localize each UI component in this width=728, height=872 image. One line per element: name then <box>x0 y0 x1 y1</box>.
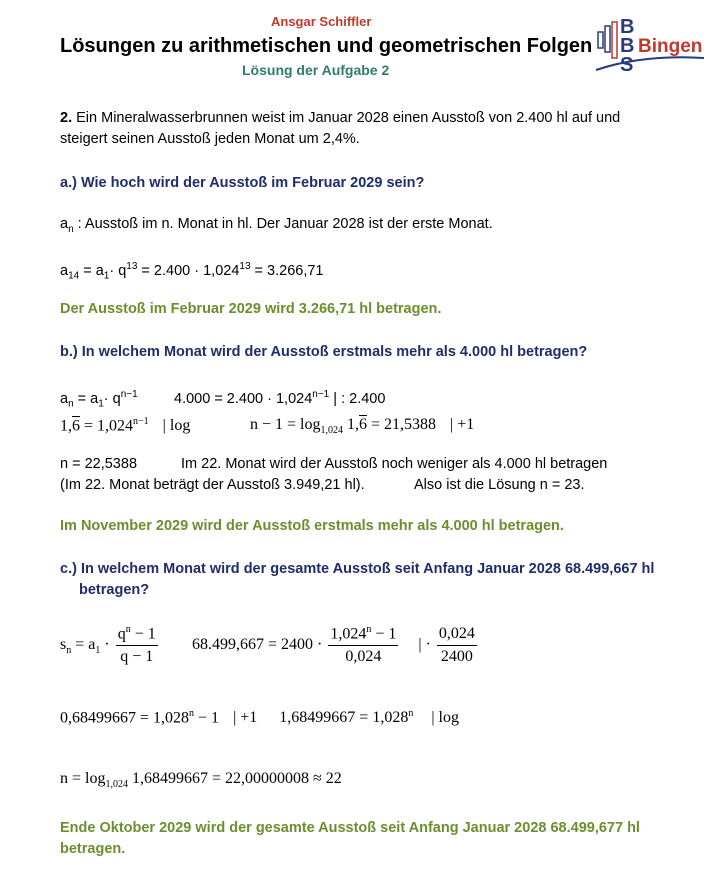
part-c-label: c.) <box>60 561 77 577</box>
sum-s: s <box>60 636 67 654</box>
f1-sub-1: 1 <box>98 398 104 410</box>
eq2-op-numerator: 0,024 <box>437 625 477 646</box>
f1-sub-n: n <box>68 398 74 410</box>
calc-exp-13b: 13 <box>239 261 251 272</box>
f4-result: = 21,5388 <box>367 416 437 433</box>
calc-sub-1: 1 <box>103 270 110 282</box>
part-b-label: b.) <box>60 344 78 360</box>
eq2-op-fraction <box>437 625 477 666</box>
sum-dot: · <box>100 636 110 654</box>
part-b-question-text: In welchem Monat wird der Ausstoß erstmals mehr als 4.000 hl betragen? <box>81 344 588 360</box>
part-a-calculation <box>60 256 323 287</box>
l3-a: 0,68499667 = 1,028 <box>60 709 190 727</box>
calc-result: = 3.266,71 <box>250 262 324 279</box>
l4-b: 1,68499667 = 22,00000008 ≈ 22 <box>127 770 342 787</box>
f1-q: · q <box>103 390 121 407</box>
logo-letter-1: B <box>620 16 635 38</box>
part-c-question <box>60 559 654 580</box>
eq2-denominator: 0,024 <box>345 648 382 666</box>
logo-letter-3: S <box>620 54 634 76</box>
eq2-numerator <box>328 624 398 646</box>
l3-b: − 1 <box>194 709 220 727</box>
sum-numerator <box>116 624 158 646</box>
sum-num-tail: − 1 <box>130 625 156 643</box>
part-b-formula-2 <box>174 384 385 410</box>
logo-letter-2: B <box>620 35 635 57</box>
f1-a: a <box>60 390 69 407</box>
f4-bar: 6 <box>359 416 367 433</box>
l4-base: 1,024 <box>105 779 128 791</box>
f3-exp: n−1 <box>133 416 149 427</box>
calc-mid: = 2.400 · 1,024 <box>137 262 240 279</box>
f3-mid: = 1,024 <box>80 417 134 435</box>
problem-line-1 <box>60 108 620 129</box>
f2-text: 4.000 = 2.400 · 1,024 <box>174 390 313 407</box>
f4-base: 1,024 <box>320 425 343 437</box>
f2-exp: n−1 <box>312 389 330 400</box>
part-b-formula-1 <box>60 384 138 415</box>
l3-exp: n <box>189 708 195 719</box>
part-c-equation-2 <box>192 624 479 666</box>
sum-denominator: q − 1 <box>120 648 154 666</box>
sum-sub-n: n <box>66 645 72 657</box>
problem-number: 2. <box>60 110 73 126</box>
sum-num-exp: n <box>125 624 131 635</box>
def-subscript: n <box>68 223 74 235</box>
bbs-bingen-logo <box>594 14 706 76</box>
eq2-op-denominator: 2400 <box>440 647 473 665</box>
page-subtitle: Lösung der Aufgabe 2 <box>242 62 390 78</box>
l3-op2: | log <box>431 709 459 727</box>
part-a-question <box>60 173 424 194</box>
part-a-definition <box>60 214 493 240</box>
l3-op: | +1 <box>233 709 258 727</box>
calc-eq1: = a <box>79 262 104 279</box>
part-c-sum-formula <box>60 624 160 666</box>
part-c-answer-1: Ende Oktober 2029 wird der gesamte Ausstoß seit Anfang Januar 2028 68.499,677 hl <box>60 820 640 836</box>
eq2-num-exp: n <box>366 624 372 635</box>
sum-eq: = a <box>71 636 96 654</box>
eq2-op: | · <box>418 636 431 654</box>
part-a-answer: Der Ausstoß im Februar 2029 wird 3.266,71 hl betragen. <box>60 301 442 317</box>
part-b-n-result: n = 22,5388 <box>60 456 138 472</box>
f4-op: | +1 <box>450 416 475 433</box>
f3-lhs: 1, <box>60 417 72 435</box>
part-c-answer-2: betragen. <box>60 841 126 857</box>
eq2-num-tail: − 1 <box>371 625 397 643</box>
part-b-formula-3 <box>60 416 190 435</box>
part-c-line-3 <box>60 708 459 727</box>
part-b-remark-2: (Im 22. Monat beträgt der Ausstoß 3.949,21 hl). <box>60 477 365 493</box>
eq2-fraction <box>328 624 398 666</box>
l3-c: 1,68499667 = 1,028 <box>279 709 409 727</box>
f3-op: | log <box>162 417 191 435</box>
part-c-question-text-2: betragen? <box>79 582 150 598</box>
calc-a: a <box>60 262 69 279</box>
eq2-num-base: 1,024 <box>330 625 367 643</box>
sum-num-q: q <box>117 625 126 643</box>
f1-eq: = a <box>73 390 99 407</box>
part-b-remark: Im 22. Monat wird der Ausstoß noch weniger als 4.000 hl betragen <box>181 456 608 472</box>
def-symbol: a <box>60 216 69 232</box>
part-b-answer: Im November 2029 wird der Ausstoß erstmals mehr als 4.000 hl betragen. <box>60 518 564 534</box>
part-a-question-text: Wie hoch wird der Ausstoß im Februar 2029 sein? <box>80 175 425 191</box>
calc-exp-13: 13 <box>126 261 138 272</box>
sum-fraction <box>116 624 158 666</box>
f3-bar: 6 <box>72 417 80 435</box>
part-b-formula-4 <box>250 416 474 436</box>
logo-word: Bingen <box>638 36 703 57</box>
f4-lhs: n − 1 = log <box>250 416 321 433</box>
page-title: Lösungen zu arithmetischen und geometrischen Folgen <box>60 35 593 57</box>
calc-sub-14: 14 <box>68 270 80 282</box>
problem-text-1: Ein Mineralwasserbrunnen weist im Januar 2028 einen Ausstoß von 2.400 hl auf und <box>76 110 621 126</box>
eq2-lhs: 68.499,667 = 2400 · <box>192 636 323 654</box>
f1-exp: n−1 <box>120 389 138 400</box>
f2-tail: | : 2.400 <box>329 390 386 407</box>
l4-a: n = log <box>60 770 106 787</box>
calc-q: · q <box>109 262 127 279</box>
part-a-label: a.) <box>60 175 77 191</box>
f4-arg: 1, <box>343 416 359 433</box>
logo-graphic <box>594 14 706 76</box>
part-c-question-text-1: In welchem Monat wird der gesamte Ausstoß seit Anfang Januar 2028 68.499,667 hl <box>80 561 655 577</box>
part-c-line-4 <box>60 770 342 790</box>
part-b-question <box>60 342 587 363</box>
l3-exp2: n <box>408 708 414 719</box>
def-text: : Ausstoß im n. Monat in hl. Der Januar 2028 ist der erste Monat. <box>73 216 493 232</box>
sum-sub-1: 1 <box>95 645 101 657</box>
problem-text-2: steigert seinen Ausstoß jeden Monat um 2,4%. <box>60 131 360 147</box>
part-b-conclusion: Also ist die Lösung n = 23. <box>414 477 585 493</box>
author-name: Ansgar Schiffler <box>271 14 372 29</box>
